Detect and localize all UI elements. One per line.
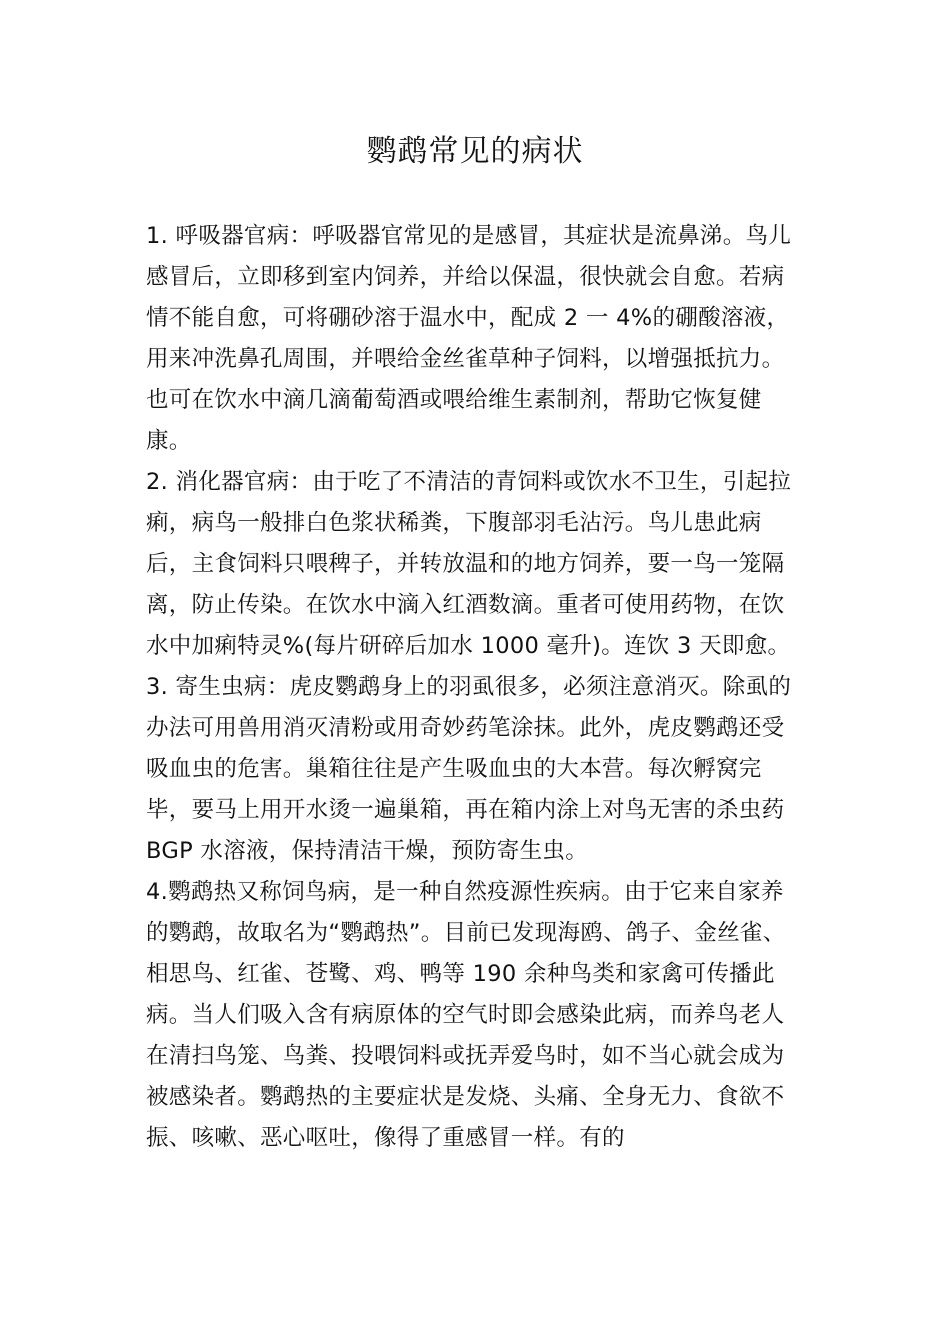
- paragraph-parasite: 3. 寄生虫病：虎皮鹦鹉身上的羽虱很多，必须注意消灭。除虱的办法可用兽用消灭清粉或用奇妙药笔涂抹。此外，虎皮鹦鹉还受吸血虫的危害。巢箱往往是产生吸血虫的大本营。每次孵窝完毕，要马上用开水烫一遍巢箱，再在箱内涂上对鸟无害的杀虫药 BGP 水溶液，保持清洁干燥，预防寄生虫。: [146, 674, 792, 864]
- paragraph-respiratory: 1. 呼吸器官病：呼吸器官常见的是感冒，其症状是流鼻涕。鸟儿感冒后，立即移到室内饲养，并给以保温，很快就会自愈。若病情不能自愈，可将硼砂溶于温水中，配成 2 一 4%的硼酸溶液，用来冲洗鼻孔周围，并喂给金丝雀草种子饲料，以增强抵抗力。也可在饮水中滴几滴葡萄酒或喂给维生素制剂，帮助它恢复健康。: [146, 223, 792, 454]
- paragraph-digestive: 2. 消化器官病：由于吃了不清洁的青饲料或饮水不卫生，引起拉痢，病鸟一般排白色浆状稀粪，下腹部羽毛沾污。鸟儿患此病后，主食饲料只喂稗子，并转放温和的地方饲养，要一鸟一笼隔离，防止传染。在饮水中滴入红酒数滴。重者可使用药物，在饮水中加痢特灵%(每片研碎后加水 1000 毫升)。连饮 3 天即愈。: [146, 469, 792, 659]
- document-body: [146, 216, 806, 1159]
- paragraph-psittacosis: 4.鹦鹉热又称饲鸟病，是一种自然疫源性疾病。由于它来自家养的鹦鹉，故取名为“鹦鹉热”。目前已发现海鸥、鸽子、金丝雀、相思鸟、红雀、苍鹭、鸡、鸭等 190 余种鸟类和家禽可传播此病。当人们吸入含有病原体的空气时即会感染此病，而养鸟老人在清扫鸟笼、鸟粪、投喂饲料或抚弄爱鸟时，如不当心就会成为被感染者。鹦鹉热的主要症状是发烧、头痛、全身无力、食欲不振、咳嗽、恶心呕吐，像得了重感冒一样。有的: [146, 879, 786, 1151]
- document-title: 鹦鹉常见的病状: [366, 134, 584, 169]
